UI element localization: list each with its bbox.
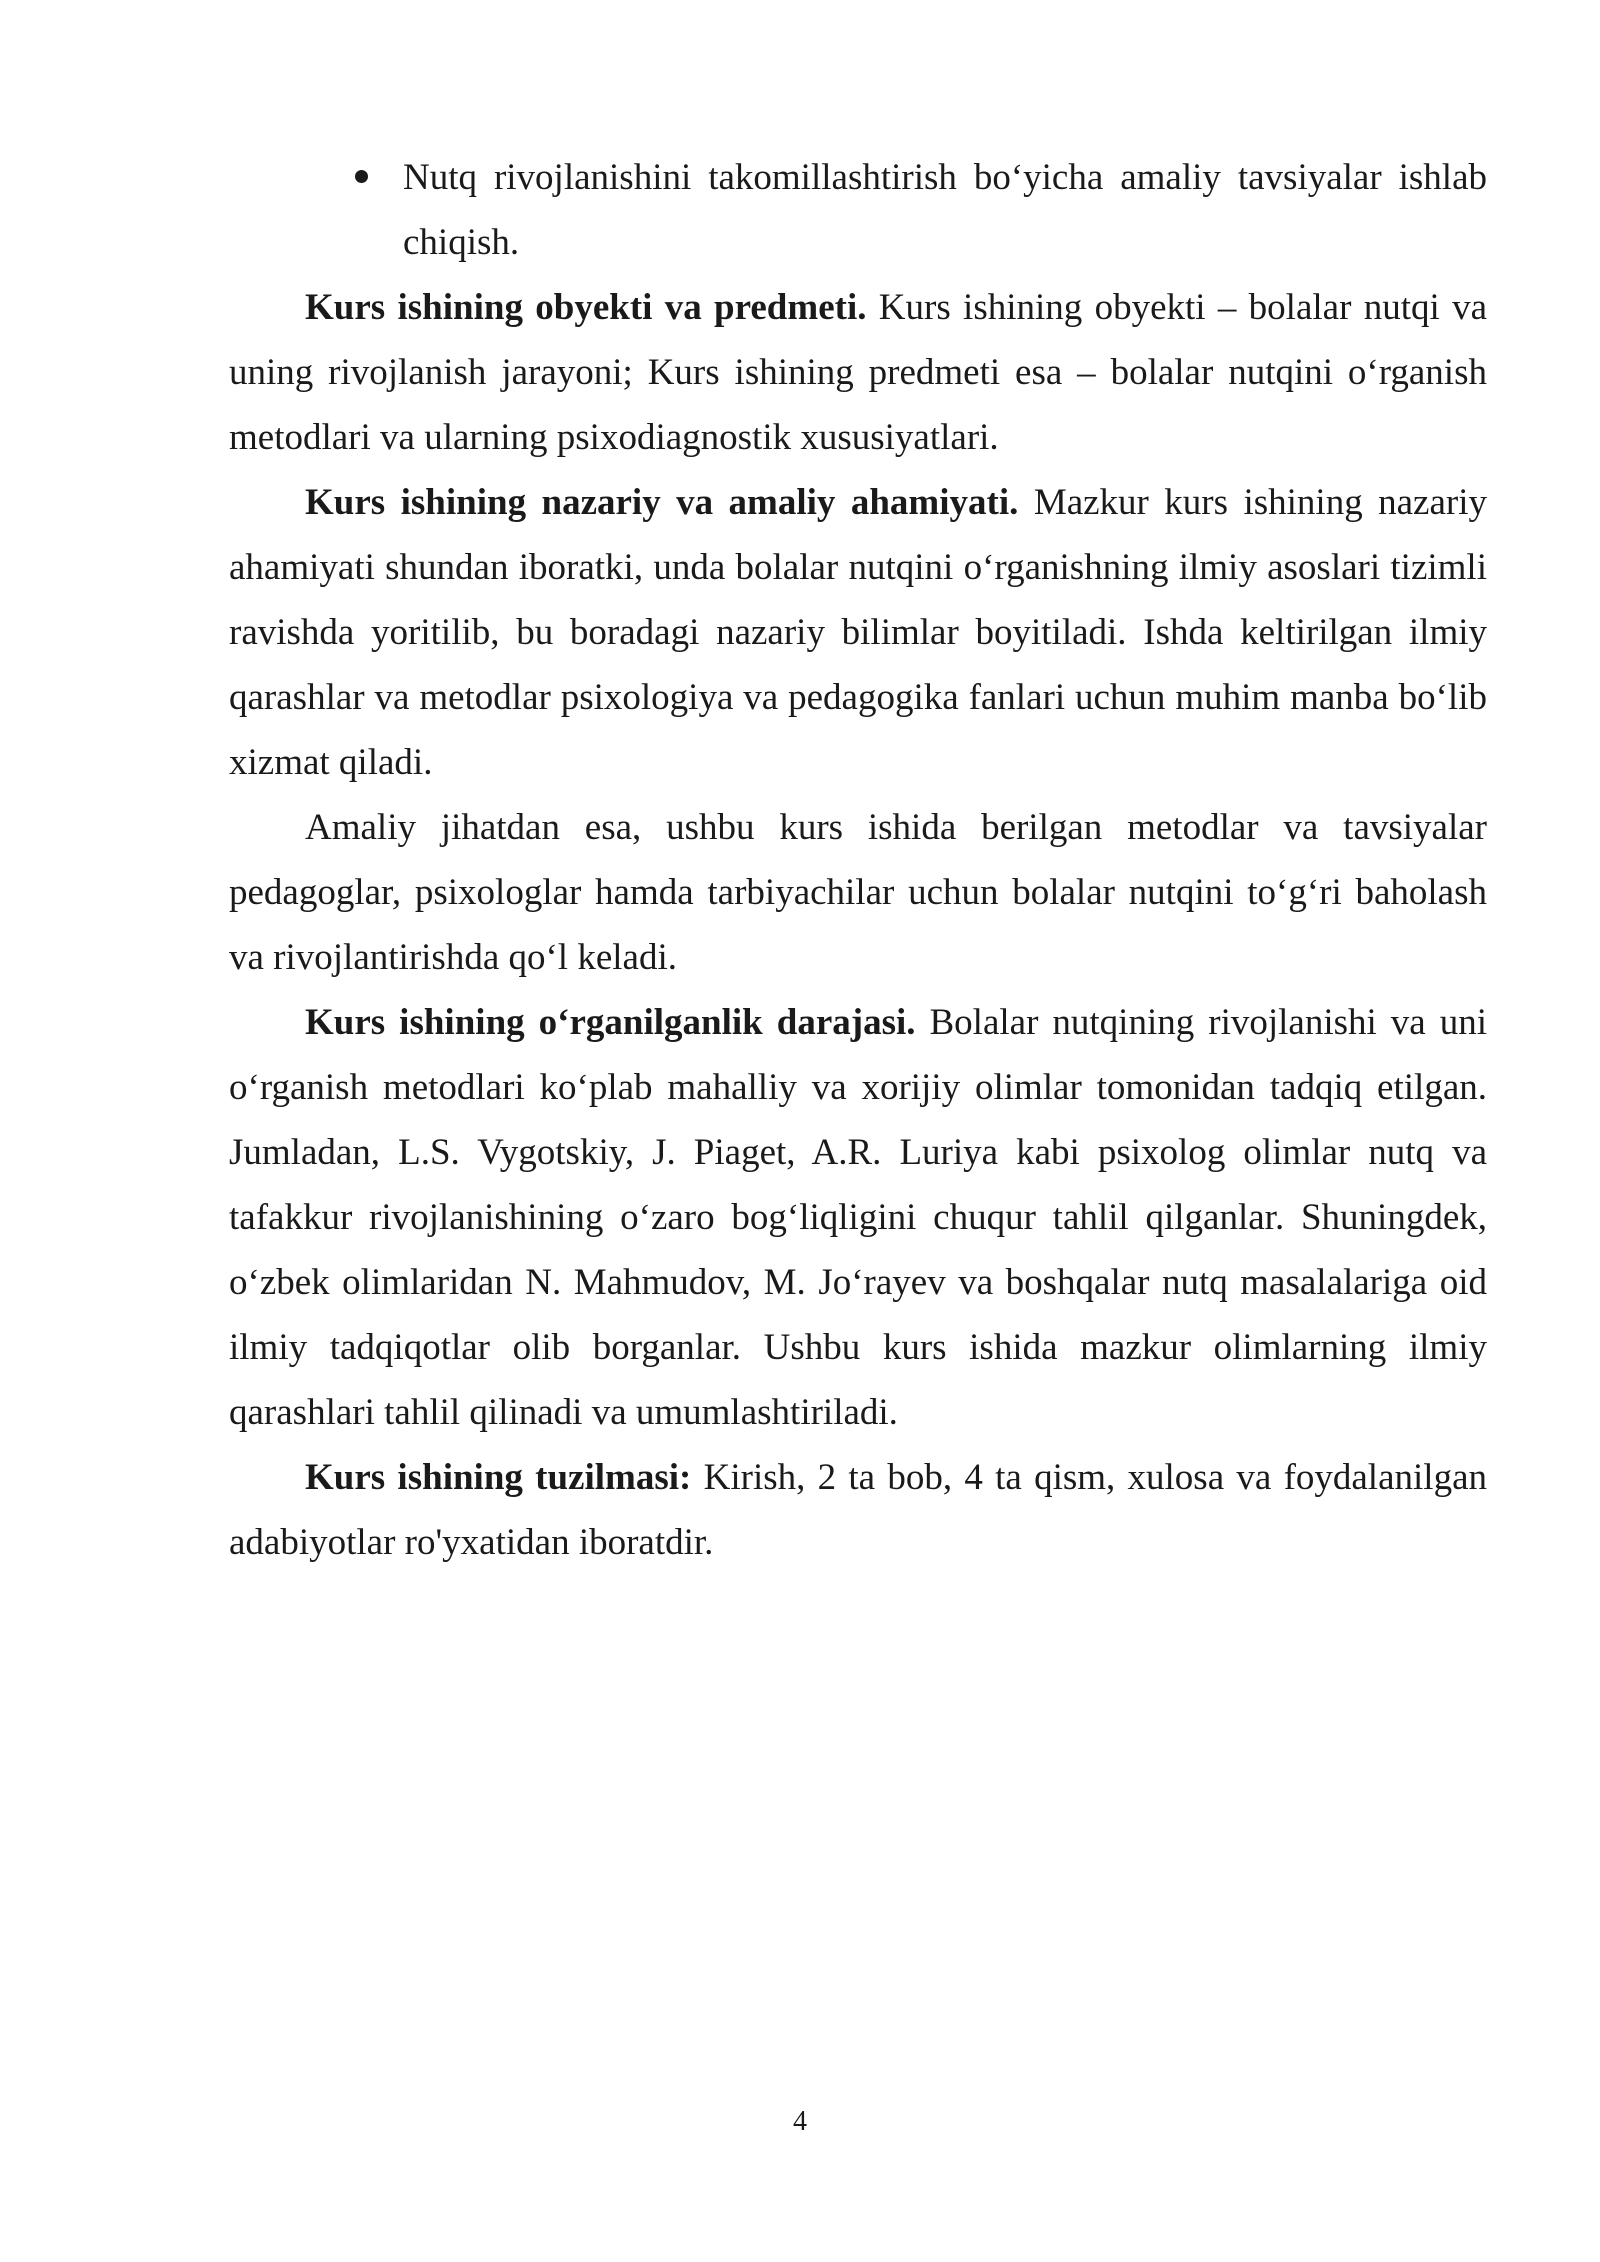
page-content <box>229 145 1487 1575</box>
bullet-text: Nutq rivojlanishini takomillashtirish bo‘yicha amaliy tavsiyalar ishlab chiqish. <box>403 157 1487 263</box>
paragraph-heading: Kurs ishining tuzilmasi: <box>305 1457 692 1498</box>
paragraph-significance <box>229 470 1487 795</box>
paragraph-practical <box>229 795 1487 990</box>
paragraph-heading: Kurs ishining nazariy va amaliy ahamiyati. <box>305 482 1019 523</box>
paragraph-text: Bolalar nutqining rivojlanishi va uni o‘rganish metodlari ko‘plab mahalliy va xorijiy olimlar tomonidan tadqiq etilgan. Jumladan, L.S. Vygotskiy, J. Piaget, A.R. Luriya kabi psixolog olimlar nutq va tafakkur rivojlanishining o‘zaro bog‘liqligini chuqur tahlil qilganlar. Shuningdek, o‘zbek olimlaridan N. Mahmudov, M. Jo‘rayev va boshqalar nutq masalalariga oid ilmiy tadqiqotlar olib borganlar. Ushbu kurs ishida mazkur olimlarning ilmiy qarashlari tahlil qilinadi va umumlashtiriladi. <box>229 1002 1487 1433</box>
paragraph-text: Kurs ishining obyekti – bolalar nutqi va uning rivojlanish jarayoni; Kurs ishining predmeti esa – bolalar nutqini o‘rganish metodlari va ularning psixodiagnostik xususiyatlari. <box>229 287 1487 458</box>
bullet-list-item <box>229 145 1487 275</box>
paragraph-object-subject <box>229 275 1487 470</box>
bullet-icon <box>355 170 368 183</box>
paragraph-structure <box>229 1445 1487 1575</box>
paragraph-research-level <box>229 990 1487 1445</box>
paragraph-text: Kirish, 2 ta bob, 4 ta qism, xulosa va foydalanilgan adabiyotlar ro'yxatidan iboratdir. <box>229 1457 1487 1563</box>
page-number: 4 <box>793 2106 807 2137</box>
paragraph-heading: Kurs ishining o‘rganilganlik darajasi. <box>305 1002 916 1043</box>
paragraph-text: Amaliy jihatdan esa, ushbu kurs ishida berilgan metodlar va tavsiyalar pedagoglar, psixologlar hamda tarbiyachilar uchun bolalar nutqini to‘g‘ri baholash va rivojlantirishda qo‘l keladi. <box>229 807 1487 978</box>
paragraph-heading: Kurs ishining obyekti va predmeti. <box>305 287 867 328</box>
paragraph-text: Mazkur kurs ishining nazariy ahamiyati shundan iboratki, unda bolalar nutqini o‘rganishning ilmiy asoslari tizimli ravishda yoritilib, bu boradagi nazariy bilimlar boyitiladi. Ishda keltirilgan ilmiy qarashlar va metodlar psixologiya va pedagogika fanlari uchun muhim manba bo‘lib xizmat qiladi. <box>229 482 1487 783</box>
